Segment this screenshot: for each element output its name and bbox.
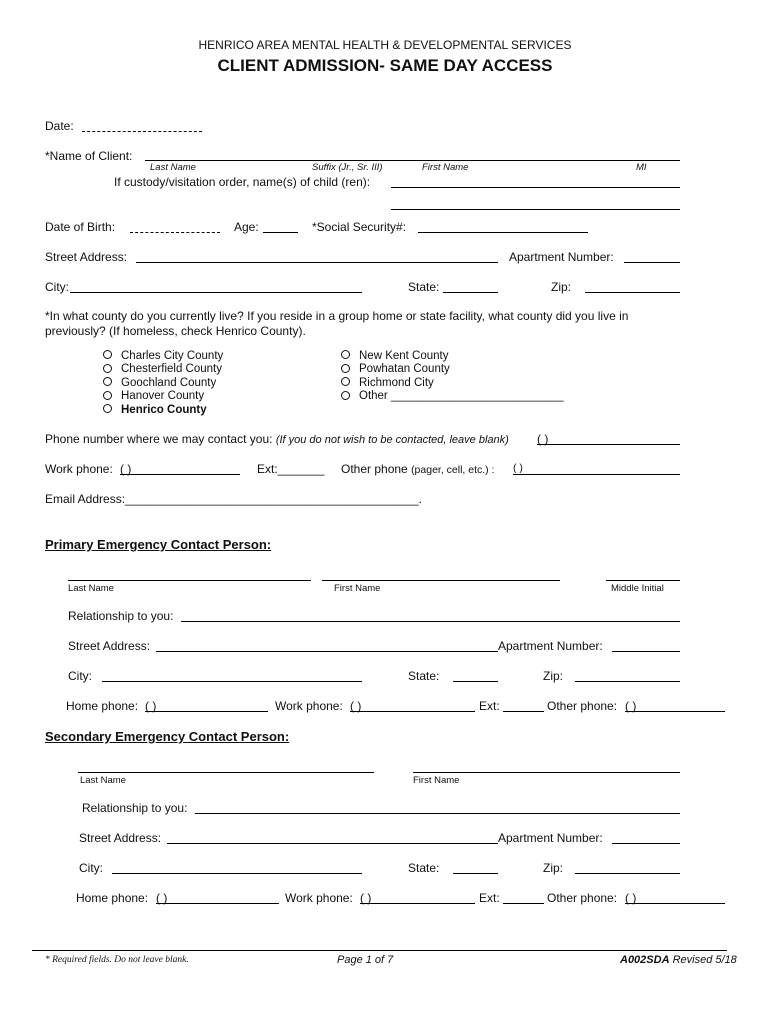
secondary-ext-field[interactable]: [503, 903, 544, 904]
ext-label: Ext:_______: [257, 462, 325, 476]
secondary-street-label: Street Address:: [79, 831, 162, 845]
primary-first-name-caption: First Name: [334, 583, 381, 594]
work-phone-area-code[interactable]: ( ): [120, 462, 132, 476]
primary-work-phone-field[interactable]: [350, 711, 475, 712]
primary-ext-label: Ext:: [479, 699, 500, 713]
secondary-state-label: State:: [408, 861, 440, 875]
city-field[interactable]: [70, 292, 362, 293]
primary-work-phone-area-code[interactable]: ( ): [350, 699, 362, 713]
primary-last-name-field[interactable]: [68, 580, 311, 581]
primary-middle-initial-caption: Middle Initial: [611, 583, 664, 594]
secondary-first-name-field[interactable]: [413, 772, 680, 773]
radio-icon[interactable]: [103, 377, 112, 386]
phone-label: Phone number where we may contact you: (If you do not wish to be contacted, leave blank): [45, 432, 509, 446]
secondary-work-phone-label: Work phone:: [285, 891, 353, 905]
primary-state-field[interactable]: [453, 681, 498, 682]
county-option[interactable]: Hanover County: [103, 390, 223, 403]
secondary-other-phone-area-code[interactable]: ( ): [625, 891, 637, 905]
street-label: Street Address:: [45, 250, 128, 264]
county-list-right: [341, 350, 564, 404]
radio-icon[interactable]: [103, 364, 112, 373]
secondary-last-name-field[interactable]: [78, 772, 374, 773]
custody-label: If custody/visitation order, name(s) of child (ren):: [114, 175, 371, 189]
radio-icon[interactable]: [341, 391, 350, 400]
radio-icon[interactable]: [103, 391, 112, 400]
custody-field-1[interactable]: [391, 187, 680, 188]
primary-city-label: City:: [68, 669, 92, 683]
primary-contact-heading: Primary Emergency Contact Person:: [45, 537, 272, 552]
radio-icon[interactable]: [341, 350, 350, 359]
county-option[interactable]: Henrico County: [103, 404, 223, 417]
primary-zip-label: Zip:: [543, 669, 564, 683]
radio-icon[interactable]: [103, 350, 112, 359]
last-name-caption: Last Name: [150, 162, 196, 173]
secondary-home-phone-label: Home phone:: [76, 891, 149, 905]
radio-icon[interactable]: [341, 364, 350, 373]
county-option[interactable]: New Kent County: [341, 350, 564, 363]
footer-rule: [32, 950, 727, 951]
primary-relationship-field[interactable]: [181, 621, 680, 622]
email-label: Email Address:____________________________________________.: [45, 492, 423, 506]
primary-apt-label: Apartment Number:: [498, 639, 603, 653]
date-label: Date:: [45, 119, 74, 133]
secondary-home-phone-field[interactable]: [156, 903, 279, 904]
radio-icon[interactable]: [341, 377, 350, 386]
work-phone-label: Work phone:: [45, 462, 113, 476]
county-option[interactable]: Richmond City: [341, 377, 564, 390]
primary-other-phone-label: Other phone:: [547, 699, 618, 713]
dob-field[interactable]: [130, 232, 220, 233]
primary-apt-field[interactable]: [612, 651, 680, 652]
date-field[interactable]: [82, 131, 202, 132]
other-phone-area-code[interactable]: ( ): [513, 462, 523, 474]
primary-work-phone-label: Work phone:: [275, 699, 343, 713]
primary-zip-field[interactable]: [575, 681, 680, 682]
mi-caption: MI: [636, 162, 647, 173]
client-name-field[interactable]: [145, 160, 680, 161]
primary-street-label: Street Address:: [68, 639, 151, 653]
primary-home-phone-area-code[interactable]: ( ): [145, 699, 157, 713]
secondary-street-field[interactable]: [167, 843, 498, 844]
secondary-city-field[interactable]: [112, 873, 362, 874]
dob-label: Date of Birth:: [45, 220, 116, 234]
age-field[interactable]: [263, 232, 298, 233]
primary-ext-field[interactable]: [503, 711, 544, 712]
other-phone-label: Other phone (pager, cell, etc.) :: [341, 462, 495, 476]
secondary-contact-heading: Secondary Emergency Contact Person:: [45, 729, 290, 744]
county-option[interactable]: Chesterfield County: [103, 363, 223, 376]
secondary-zip-field[interactable]: [575, 873, 680, 874]
county-option[interactable]: Goochland County: [103, 377, 223, 390]
ssn-field[interactable]: [418, 232, 588, 233]
age-label: Age:: [234, 220, 259, 234]
secondary-home-phone-area-code[interactable]: ( ): [156, 891, 168, 905]
client-name-label: *Name of Client:: [45, 149, 133, 163]
secondary-work-phone-field[interactable]: [360, 903, 475, 904]
county-option[interactable]: Powhatan County: [341, 363, 564, 376]
secondary-relationship-field[interactable]: [195, 813, 680, 814]
state-label: State:: [408, 280, 440, 294]
secondary-apt-label: Apartment Number:: [498, 831, 603, 845]
secondary-other-phone-label: Other phone:: [547, 891, 618, 905]
city-label: City:: [45, 280, 69, 294]
secondary-ext-label: Ext:: [479, 891, 500, 905]
secondary-work-phone-area-code[interactable]: ( ): [360, 891, 372, 905]
secondary-city-label: City:: [79, 861, 103, 875]
work-phone-field[interactable]: [120, 474, 240, 475]
primary-state-label: State:: [408, 669, 440, 683]
apt-label: Apartment Number:: [509, 250, 614, 264]
page-title: CLIENT ADMISSION- SAME DAY ACCESS: [217, 56, 553, 75]
zip-label: Zip:: [551, 280, 572, 294]
secondary-last-name-caption: Last Name: [80, 775, 126, 786]
ssn-label: *Social Security#:: [312, 220, 407, 234]
primary-street-field[interactable]: [156, 651, 498, 652]
form-revision: A002SDA Revised 5/18: [620, 954, 737, 966]
primary-city-field[interactable]: [102, 681, 362, 682]
primary-relationship-label: Relationship to you:: [68, 609, 174, 623]
street-field[interactable]: [136, 262, 498, 263]
suffix-caption: Suffix (Jr., Sr. III): [312, 162, 383, 173]
secondary-relationship-label: Relationship to you:: [82, 801, 188, 815]
primary-last-name-caption: Last Name: [68, 583, 114, 594]
agency-name: HENRICO AREA MENTAL HEALTH & DEVELOPMENTAL SERVICES: [198, 38, 572, 52]
county-option[interactable]: Other ___________________________: [341, 390, 564, 403]
radio-icon[interactable]: [103, 404, 112, 413]
secondary-state-field[interactable]: [453, 873, 498, 874]
primary-home-phone-field[interactable]: [145, 711, 268, 712]
county-question: *In what county do you currently live? If you reside in a group home or state facility, what county did you live in previously? (If homeless, check Henrico County).: [45, 309, 629, 338]
first-name-caption: First Name: [422, 162, 469, 173]
required-note: * Required fields. Do not leave blank.: [45, 955, 189, 965]
primary-first-name-field[interactable]: [322, 580, 560, 581]
primary-other-phone-field[interactable]: [625, 711, 725, 712]
primary-middle-initial-field[interactable]: [606, 580, 680, 581]
zip-field[interactable]: [585, 292, 680, 293]
other-phone-field[interactable]: [513, 474, 680, 475]
secondary-apt-field[interactable]: [612, 843, 680, 844]
county-option[interactable]: Charles City County: [103, 350, 223, 363]
primary-home-phone-label: Home phone:: [66, 699, 139, 713]
secondary-first-name-caption: First Name: [413, 775, 460, 786]
state-field[interactable]: [443, 292, 498, 293]
custody-field-2[interactable]: [391, 209, 680, 210]
county-list-left: [103, 350, 223, 417]
apt-field[interactable]: [624, 262, 680, 263]
secondary-other-phone-field[interactable]: [625, 903, 725, 904]
phone-area-code[interactable]: ( ): [537, 432, 549, 446]
phone-field[interactable]: [537, 444, 680, 445]
page-number: Page 1 of 7: [337, 954, 394, 966]
primary-other-phone-area-code[interactable]: ( ): [625, 699, 637, 713]
secondary-zip-label: Zip:: [543, 861, 564, 875]
